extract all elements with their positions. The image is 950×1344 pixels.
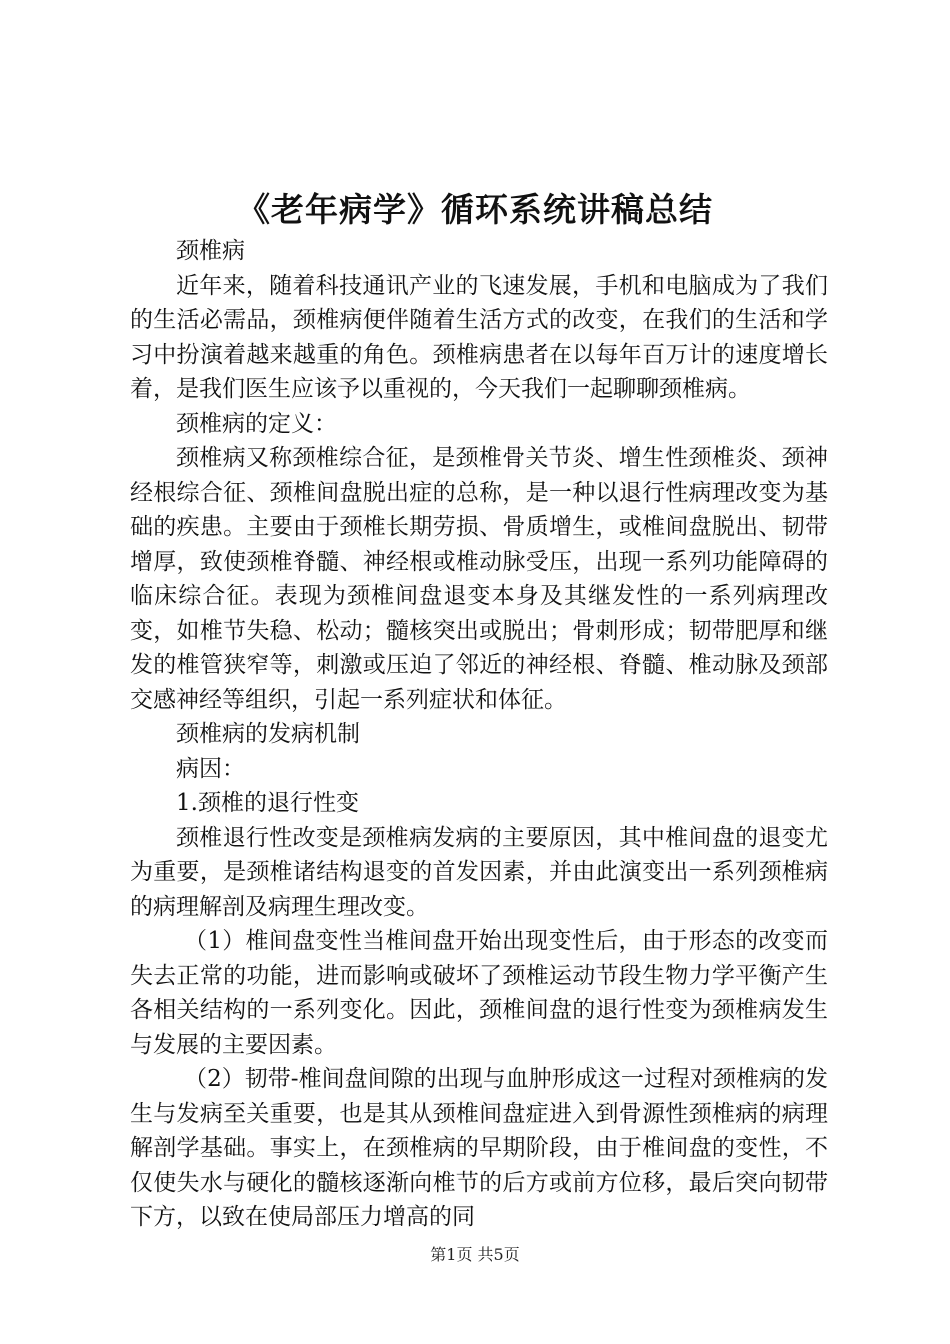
heading-cervical-spondylosis: 颈椎病 (176, 238, 245, 264)
page-footer: 第1页 共5页 (430, 1245, 520, 1264)
document-title: 《老年病学》循环系统讲稿总结 (237, 190, 713, 229)
paragraph-introduction: 近年来，随着科技通讯产业的飞速发展，手机和电脑成为了我们的生活必需品，颈椎病便伴随着生活方式的改变，在我们的生活和学习中扮演着越来越重的角色。颈椎病患者在以每年百万计的速度增长着，是我们医生应该予以重视的，今天我们一起聊聊颈椎病。 (130, 272, 828, 402)
paragraph-definition: 颈椎病又称颈椎综合征，是颈椎骨关节炎、增生性颈椎炎、颈神经根综合征、颈椎间盘脱出症的总称，是一种以退行性病理改变为基础的疾患。主要由于颈椎长期劳损、骨质增生，或椎间盘脱出、韧带增厚，致使颈椎脊髓、神经根或椎动脉受压，出现一系列功能障碍的临床综合征。表现为颈椎间盘退变本身及其继发性的一系列病理改变，如椎节失稳、松动；髓核突出或脱出；骨刺形成；韧带肥厚和继发的椎管狭窄等，刺激或压迫了邻近的神经根、脊髓、椎动脉及颈部交感神经等组织，引起一系列症状和体征。 (130, 445, 828, 713)
heading-degeneration: 1.颈椎的退行性变 (176, 790, 359, 816)
heading-pathogenesis: 颈椎病的发病机制 (176, 721, 360, 747)
paragraph-degeneration: 颈椎退行性改变是颈椎病发病的主要原因，其中椎间盘的退变尤为重要，是颈椎诸结构退变的首发因素，并由此演变出一系列颈椎病的病理解剖及病理生理改变。 (130, 824, 828, 920)
paragraph-disc-degeneration: （1）椎间盘变性当椎间盘开始出现变性后，由于形态的改变而失去正常的功能，进而影响或破坏了颈椎运动节段生物力学平衡产生各相关结构的一系列变化。因此，颈椎间盘的退行性变为颈椎病发生与发展的主要因素。 (130, 928, 828, 1058)
document-body (130, 234, 828, 1235)
heading-etiology: 病因： (176, 755, 245, 782)
heading-definition: 颈椎病的定义： (176, 410, 337, 437)
paragraph-ligament-gap: （2）韧带-椎间盘间隙的出现与血肿形成这一过程对颈椎病的发生与发病至关重要，也是其从颈椎间盘症进入到骨源性颈椎病的病理解剖学基础。事实上，在颈椎病的早期阶段，由于椎间盘的变性，不仅使失水与硬化的髓核逐渐向椎节的后方或前方位移，最后突向韧带下方，以致在使局部压力增高的同 (130, 1066, 828, 1230)
